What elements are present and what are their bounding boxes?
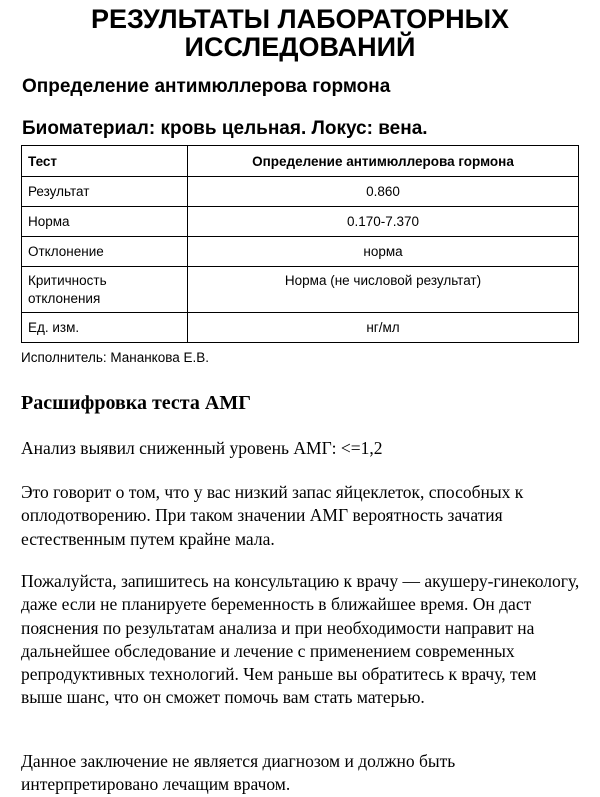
table-header-label: Тест bbox=[22, 146, 188, 177]
table-cell-value: 0.860 bbox=[188, 177, 579, 207]
table-row bbox=[22, 177, 579, 207]
paragraph-consultation: Пожалуйста, запишитесь на консультацию к врачу — акушеру-гинекологу, даже если не планируете беременность в ближайшее время. Он даст пояснения по результатам анализа и при необходимости направит на дальнейшее обследование и лечение с применением современных репродуктивных технологий. Чем раньше вы обратитесь к врачу, тем выше шанс, что он сможет помочь вам стать матерью. bbox=[21, 571, 580, 708]
table-header-value: Определение антимюллерова гормона bbox=[188, 146, 579, 177]
table-row bbox=[22, 267, 579, 313]
table-cell-label: Результат bbox=[22, 177, 188, 207]
table-header-row bbox=[22, 146, 579, 177]
table-cell-value: нг/мл bbox=[188, 313, 579, 343]
decode-heading: Расшифровка теста АМГ bbox=[21, 392, 251, 414]
table-cell-label: Отклонение bbox=[22, 237, 188, 267]
table-cell-value: Норма (не числовой результат) bbox=[188, 267, 579, 313]
table-cell-value: 0.170-7.370 bbox=[188, 207, 579, 237]
table-row bbox=[22, 207, 579, 237]
biomaterial-heading: Биоматериал: кровь цельная. Локус: вена. bbox=[22, 118, 428, 139]
table-cell-value: норма bbox=[188, 237, 579, 267]
table-cell-label: Норма bbox=[22, 207, 188, 237]
table-row bbox=[22, 313, 579, 343]
performer-line: Исполнитель: Мананкова Е.В. bbox=[21, 350, 210, 365]
page-title: РЕЗУЛЬТАТЫ ЛАБОРАТОРНЫХ ИССЛЕДОВАНИЙ bbox=[90, 4, 510, 62]
table-cell-label: Критичность отклонения bbox=[22, 267, 188, 313]
test-name-heading: Определение антимюллерова гормона bbox=[22, 76, 391, 97]
table-row bbox=[22, 237, 579, 267]
paragraph-low-reserve: Это говорит о том, что у вас низкий запас яйцеклеток, способных к оплодотворению. При таком значении АМГ вероятность зачатия естественным путем крайне мала. bbox=[21, 482, 524, 549]
paragraph-amh-level: Анализ выявил сниженный уровень АМГ: <=1,2 bbox=[21, 438, 383, 458]
table-cell-label: Ед. изм. bbox=[22, 313, 188, 343]
results-table bbox=[21, 145, 579, 343]
paragraph-disclaimer: Данное заключение не является диагнозом и должно быть интерпретировано лечащим врачом. bbox=[21, 751, 456, 795]
